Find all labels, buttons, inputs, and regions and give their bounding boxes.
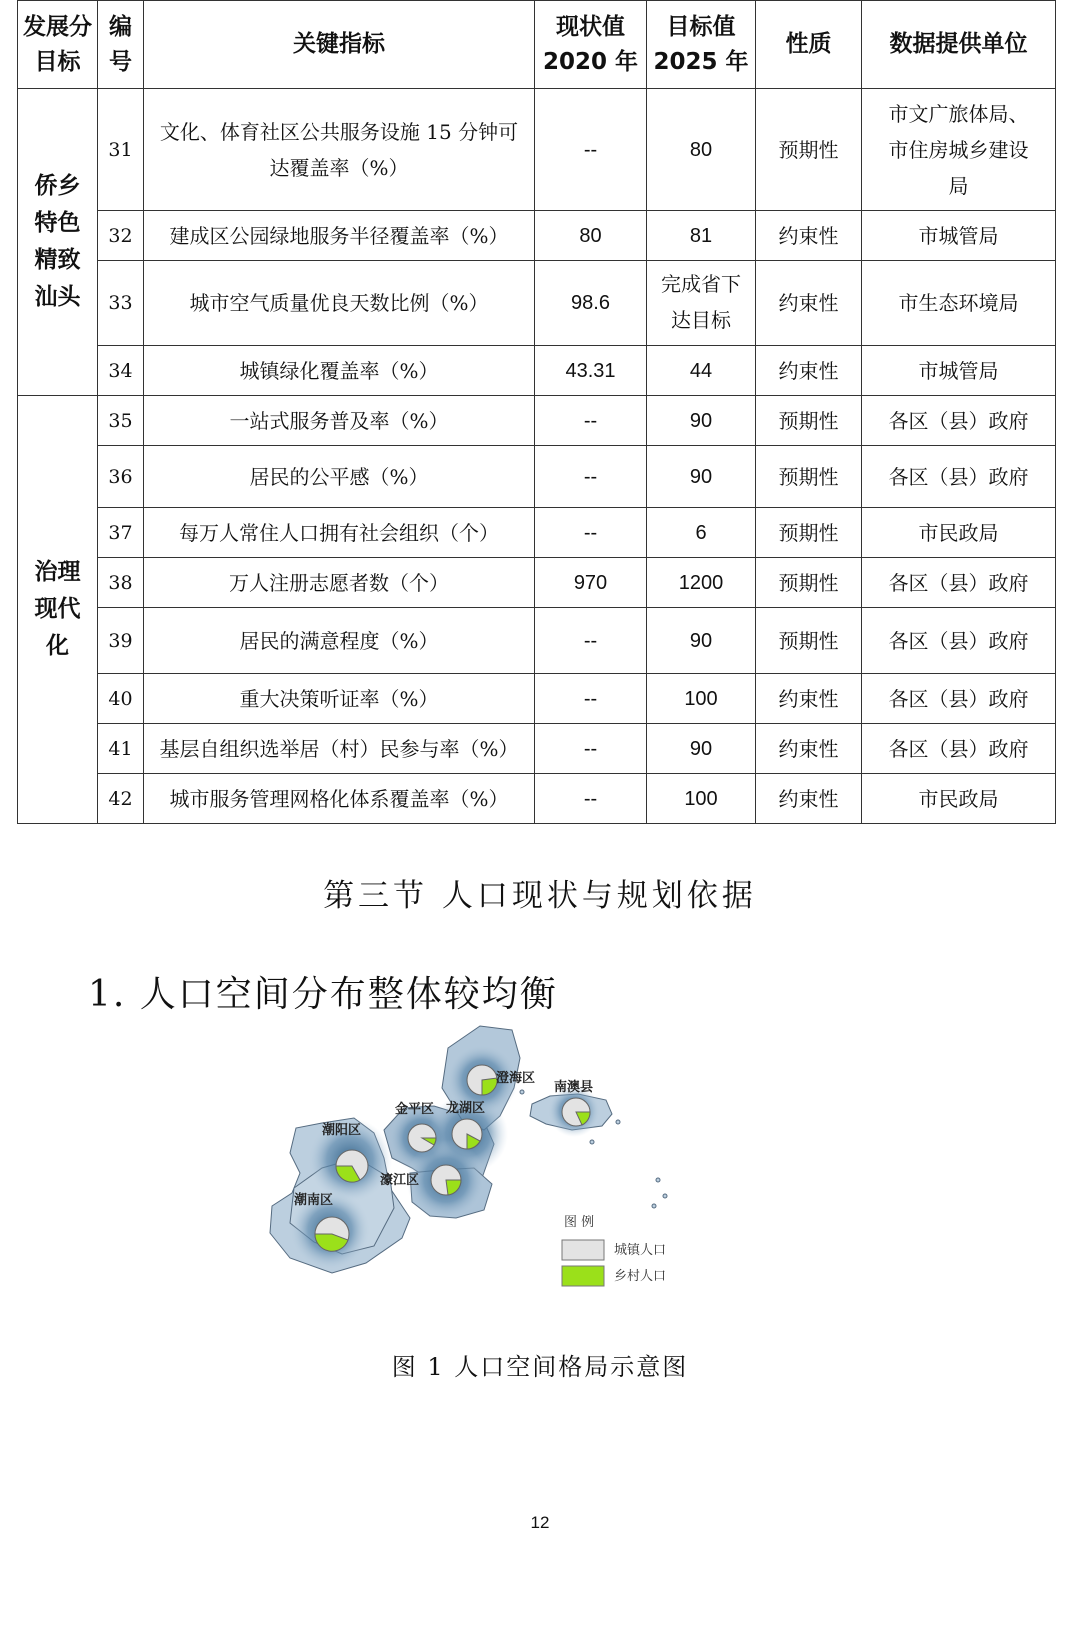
table-row [18, 608, 1056, 674]
indicator-name: 基层自组织选举居（村）民参与率（%） [144, 724, 535, 774]
current-value: 43.31 [535, 346, 647, 396]
legend-label-urban: 城镇人口 [614, 1243, 667, 1258]
data-provider: 各区（县）政府 [862, 396, 1056, 446]
table-row [18, 446, 1056, 508]
target-value: 90 [647, 446, 756, 508]
label-haojiang: 濠江区 [380, 1173, 420, 1188]
table-row [18, 261, 1056, 346]
row-number: 37 [98, 508, 144, 558]
target-value: 90 [647, 608, 756, 674]
label-chaonan: 潮南区 [294, 1193, 334, 1208]
indicator-nature: 预期性 [756, 396, 862, 446]
current-value: -- [535, 774, 647, 824]
row-number: 41 [98, 724, 144, 774]
page-number: 12 [530, 1513, 550, 1532]
indicator-nature: 预期性 [756, 608, 862, 674]
table-row [18, 558, 1056, 608]
indicator-name: 每万人常住人口拥有社会组织（个） [144, 508, 535, 558]
current-value: -- [535, 89, 647, 211]
table-row [18, 89, 1056, 211]
target-value: 44 [647, 346, 756, 396]
data-provider: 各区（县）政府 [862, 724, 1056, 774]
row-number: 39 [98, 608, 144, 674]
pie-chaoyang [336, 1150, 368, 1182]
table-row [18, 508, 1056, 558]
indicator-name: 一站式服务普及率（%） [144, 396, 535, 446]
table-header-row [18, 1, 1056, 89]
target-value: 90 [647, 724, 756, 774]
target-value: 100 [647, 674, 756, 724]
data-provider: 市文广旅体局、 市住房城乡建设 局 [862, 89, 1056, 211]
group-label: 治理 现代 化 [18, 396, 98, 824]
target-value: 100 [647, 774, 756, 824]
indicator-nature: 约束性 [756, 774, 862, 824]
indicator-nature: 约束性 [756, 261, 862, 346]
data-provider: 各区（县）政府 [862, 446, 1056, 508]
target-value: 完成省下 达目标 [647, 261, 756, 346]
table-row [18, 724, 1056, 774]
indicator-name: 城镇绿化覆盖率（%） [144, 346, 535, 396]
target-value: 80 [647, 89, 756, 211]
row-number: 34 [98, 346, 144, 396]
data-provider: 各区（县）政府 [862, 674, 1056, 724]
current-value: -- [535, 724, 647, 774]
table-row [18, 346, 1056, 396]
table-body [18, 89, 1056, 824]
subsection-title: 1. 人口空间分布整体较均衡 [88, 974, 558, 1015]
header-indicator: 关键指标 [144, 1, 535, 89]
target-value: 81 [647, 211, 756, 261]
indicator-name: 万人注册志愿者数（个） [144, 558, 535, 608]
current-value: -- [535, 608, 647, 674]
indicator-nature: 约束性 [756, 346, 862, 396]
header-nature: 性质 [756, 1, 862, 89]
indicator-nature: 约束性 [756, 211, 862, 261]
indicator-nature: 约束性 [756, 724, 862, 774]
data-provider: 市城管局 [862, 211, 1056, 261]
current-value: 80 [535, 211, 647, 261]
legend-swatch-rural [562, 1266, 604, 1286]
group-label: 侨乡 特色 精致 汕头 [18, 89, 98, 396]
current-value: 970 [535, 558, 647, 608]
indicator-name: 居民的公平感（%） [144, 446, 535, 508]
target-value: 6 [647, 508, 756, 558]
header-no: 编 号 [98, 1, 144, 89]
section-title: 第三节 人口现状与规划依据 [323, 878, 757, 914]
table-row [18, 396, 1056, 446]
pie-nanao [562, 1098, 590, 1126]
data-provider: 市城管局 [862, 346, 1056, 396]
indicator-name: 重大决策听证率（%） [144, 674, 535, 724]
indicator-table [17, 0, 1056, 824]
legend-label-rural: 乡村人口 [614, 1269, 667, 1284]
label-nanao: 南澳县 [554, 1080, 594, 1095]
row-number: 36 [98, 446, 144, 508]
data-provider: 各区（县）政府 [862, 608, 1056, 674]
table-row [18, 674, 1056, 724]
indicator-name: 建成区公园绿地服务半径覆盖率（%） [144, 211, 535, 261]
header-goal: 发展分 目标 [18, 1, 98, 89]
legend-title: 图 例 [564, 1215, 595, 1230]
map-legend [562, 1215, 666, 1286]
population-map [262, 1018, 702, 1290]
table-row [18, 774, 1056, 824]
figure-caption: 图 1 人口空间格局示意图 [391, 1353, 689, 1381]
pie-chenghai [467, 1065, 497, 1095]
current-value: -- [535, 396, 647, 446]
row-number: 31 [98, 89, 144, 211]
header-target: 目标值 2025 年 [647, 1, 756, 89]
row-number: 35 [98, 396, 144, 446]
current-value: 98.6 [535, 261, 647, 346]
label-chenghai: 澄海区 [496, 1071, 536, 1086]
row-number: 32 [98, 211, 144, 261]
data-provider: 市民政局 [862, 508, 1056, 558]
indicator-nature: 预期性 [756, 558, 862, 608]
indicator-nature: 约束性 [756, 674, 862, 724]
indicator-nature: 预期性 [756, 508, 862, 558]
indicator-nature: 预期性 [756, 446, 862, 508]
label-longhu: 龙湖区 [446, 1101, 486, 1116]
row-number: 38 [98, 558, 144, 608]
legend-swatch-urban [562, 1240, 604, 1260]
indicator-name: 城市空气质量优良天数比例（%） [144, 261, 535, 346]
current-value: -- [535, 674, 647, 724]
indicator-nature: 预期性 [756, 89, 862, 211]
label-chaoyang: 潮阳区 [322, 1123, 362, 1138]
row-number: 40 [98, 674, 144, 724]
table-row [18, 211, 1056, 261]
pie-longhu [452, 1119, 482, 1149]
current-value: -- [535, 446, 647, 508]
header-unit: 数据提供单位 [862, 1, 1056, 89]
current-value: -- [535, 508, 647, 558]
data-provider: 市民政局 [862, 774, 1056, 824]
pie-haojiang [431, 1165, 461, 1195]
label-jinping: 金平区 [395, 1102, 435, 1117]
data-provider: 各区（县）政府 [862, 558, 1056, 608]
population-map-svg [262, 1018, 702, 1290]
data-provider: 市生态环境局 [862, 261, 1056, 346]
pie-chaonan [315, 1217, 349, 1251]
indicator-name: 居民的满意程度（%） [144, 608, 535, 674]
indicator-name: 城市服务管理网格化体系覆盖率（%） [144, 774, 535, 824]
target-value: 90 [647, 396, 756, 446]
pie-jinping [408, 1124, 436, 1152]
target-value: 1200 [647, 558, 756, 608]
indicator-name: 文化、体育社区公共服务设施 15 分钟可 达覆盖率（%） [144, 89, 535, 211]
row-number: 42 [98, 774, 144, 824]
header-current: 现状值 2020 年 [535, 1, 647, 89]
row-number: 33 [98, 261, 144, 346]
